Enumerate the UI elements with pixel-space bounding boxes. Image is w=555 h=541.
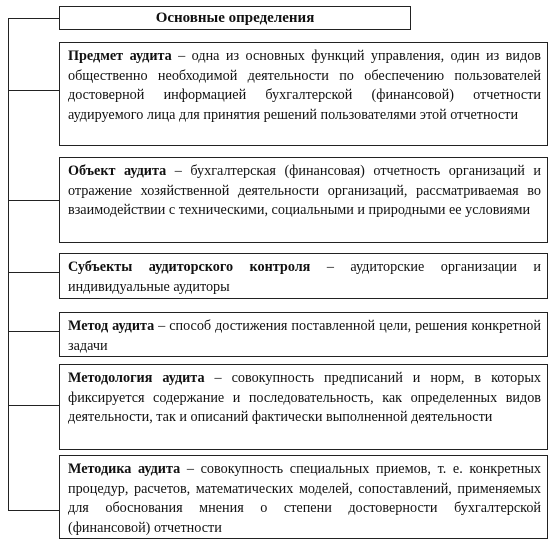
definition-box-subjects-control [59, 253, 548, 299]
definition-text: – аудиторские организации и индивидуальные аудиторы [68, 259, 541, 295]
connector-def-5 [8, 405, 59, 406]
connector-def-4 [8, 331, 59, 332]
diagram-title: Основные определения [155, 9, 315, 26]
definition-box-technique [59, 455, 548, 539]
connector-spine [8, 18, 9, 511]
definition-box-method [59, 312, 548, 357]
definition-term: Метод аудита [68, 318, 155, 334]
definition-box-object [59, 157, 548, 243]
definition-box-methodology [59, 364, 548, 450]
definition-text: – совокупность предписаний и норм, в которых фиксируется содержание и последовательность, как определенных видов деятельности, так и описаний фактически выполненной деятельности [68, 370, 541, 425]
connector-title [8, 18, 59, 19]
connector-def-1 [8, 90, 59, 91]
definition-term: Субъекты аудиторского контроля [68, 259, 311, 275]
definition-term: Объект аудита [68, 163, 167, 179]
diagram-title-box [59, 6, 411, 30]
connector-def-2 [8, 200, 59, 201]
connector-def-6 [8, 510, 59, 511]
definition-text: – одна из основных функций управления, один из видов общественно необходимой деятельности по обеспечению пользователей достоверной информацией бухгалтерской (финансовой) отчетности аудируемого лица для принятия решений пользователями этой отчетности [68, 48, 541, 123]
connector-def-3 [8, 272, 59, 273]
definition-term: Предмет аудита [68, 48, 172, 64]
definition-text: – совокупность специальных приемов, т. е. конкретных процедур, расчетов, математических моделей, сопоставлений, применяемых для обоснования мнения о степени достоверности бухгалтерской (финансовой) отчетности [68, 461, 541, 536]
definition-term: Методология аудита [68, 370, 205, 386]
definition-term: Методика аудита [68, 461, 181, 477]
definition-text: – способ достижения поставленной цели, решения конкретной задачи [68, 318, 541, 354]
definition-text: – бухгалтерская (финансовая) отчетность организаций и отражение хозяйственной деятельности организаций, рассматриваемая во взаимодействии с техническими, социальными и природными ее условиями [68, 163, 541, 218]
definition-box-subject [59, 42, 548, 146]
